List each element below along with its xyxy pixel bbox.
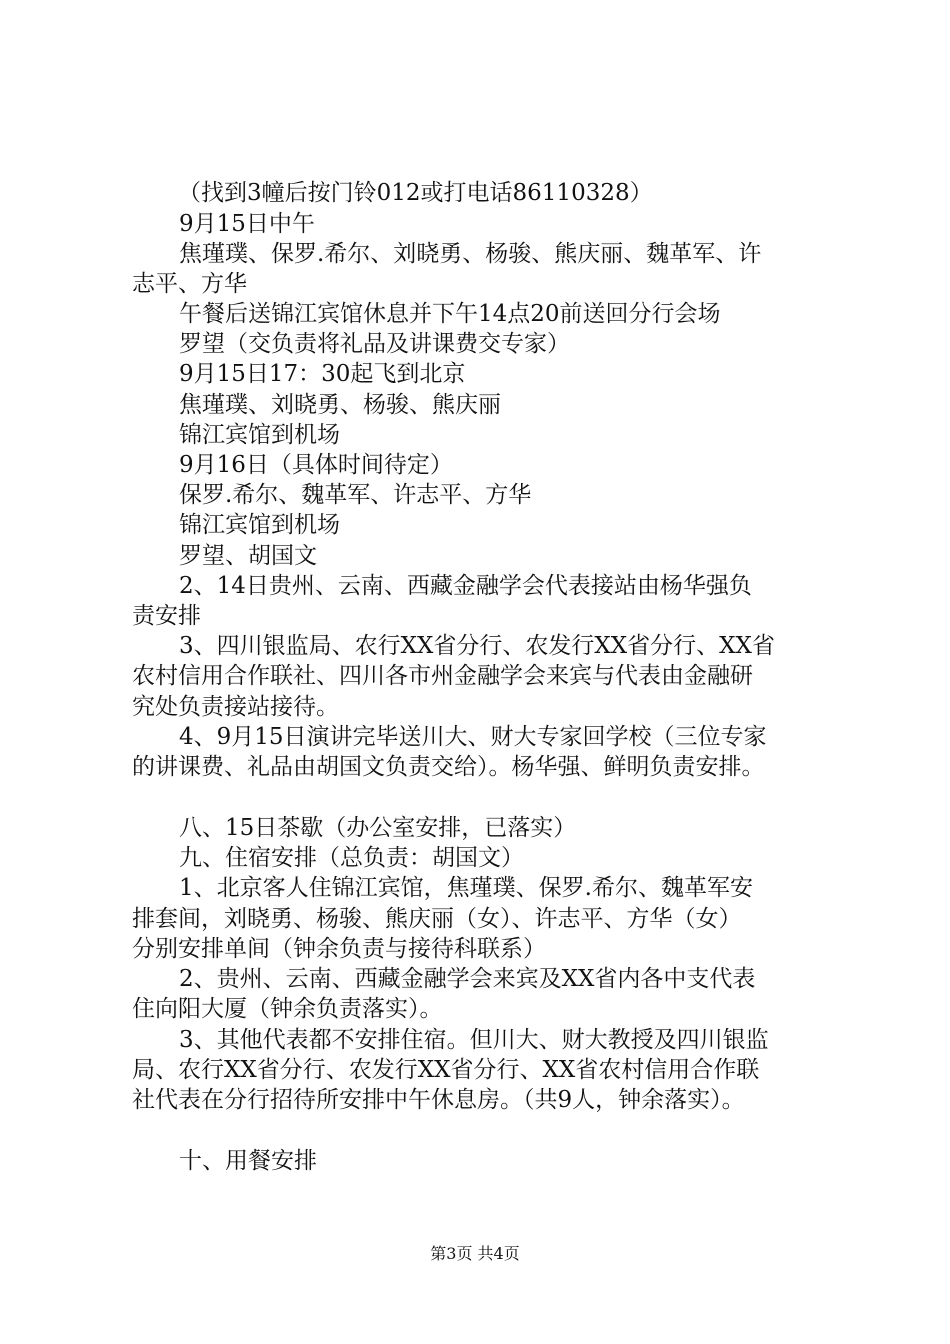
text-line: 锦江宾馆到机场 <box>179 512 340 538</box>
text-line: 2、14日贵州、云南、西藏金融学会代表接站由杨华强负 <box>179 573 752 599</box>
page-footer: 第3页 共4页 <box>430 1244 520 1263</box>
text-line: 9月16日（具体时间待定） <box>179 452 453 478</box>
text-line: 1、北京客人住锦江宾馆，焦瑾璞、保罗.希尔、魏革军安 <box>179 875 753 901</box>
text-line: 八、15日茶歇（办公室安排，已落实） <box>179 815 577 841</box>
text-line: 究处负责接站接待。 <box>132 694 339 720</box>
text-line: 局、农行XX省分行、农发行XX省分行、XX省农村信用合作联 <box>132 1057 760 1083</box>
text-line: 3、四川银监局、农行XX省分行、农发行XX省分行、XX省 <box>179 633 775 659</box>
text-line: 排套间，刘晓勇、杨骏、熊庆丽（女）、许志平、方华（女） <box>132 906 742 932</box>
text-line: 的讲课费、礼品由胡国文负责交给）。杨华强、鲜明负责安排。 <box>132 754 765 780</box>
text-line: 责安排 <box>132 603 201 629</box>
text-line: 十、用餐安排 <box>179 1148 317 1174</box>
text-line: 住向阳大厦（钟余负责落实）。 <box>132 996 443 1022</box>
text-line: 焦瑾璞、保罗.希尔、刘晓勇、杨骏、熊庆丽、魏革军、许 <box>179 241 762 267</box>
text-line: 午餐后送锦江宾馆休息并下午14点20前送回分行会场 <box>179 301 721 327</box>
text-line: 罗望（交负责将礼品及讲课费交专家） <box>179 331 570 357</box>
text-line: 农村信用合作联社、四川各市州金融学会来宾与代表由金融研 <box>132 663 753 689</box>
text-line: 保罗.希尔、魏革军、许志平、方华 <box>179 482 532 508</box>
text-line: 4、9月15日演讲完毕送川大、财大专家回学校（三位专家 <box>179 724 767 750</box>
text-line: 3、其他代表都不安排住宿。但川大、财大教授及四川银监 <box>179 1027 769 1053</box>
text-line: 志平、方华 <box>132 271 247 297</box>
text-line: 9月15日中午 <box>179 211 315 237</box>
text-line: 锦江宾馆到机场 <box>179 422 340 448</box>
text-line: 分别安排单间（钟余负责与接待科联系） <box>132 936 546 962</box>
text-line: 焦瑾璞、刘晓勇、杨骏、熊庆丽 <box>179 392 501 418</box>
text-line: （找到3幢后按门铃012或打电话86110328） <box>178 180 653 206</box>
text-line: 社代表在分行招待所安排中午休息房。（共9人，钟余落实）。 <box>132 1087 745 1113</box>
text-line: 九、住宿安排（总负责：胡国文） <box>179 845 524 871</box>
text-line: 罗望、胡国文 <box>179 543 317 569</box>
text-line: 9月15日17：30起飞到北京 <box>179 361 466 387</box>
text-line: 2、贵州、云南、西藏金融学会来宾及XX省内各中支代表 <box>179 966 756 992</box>
